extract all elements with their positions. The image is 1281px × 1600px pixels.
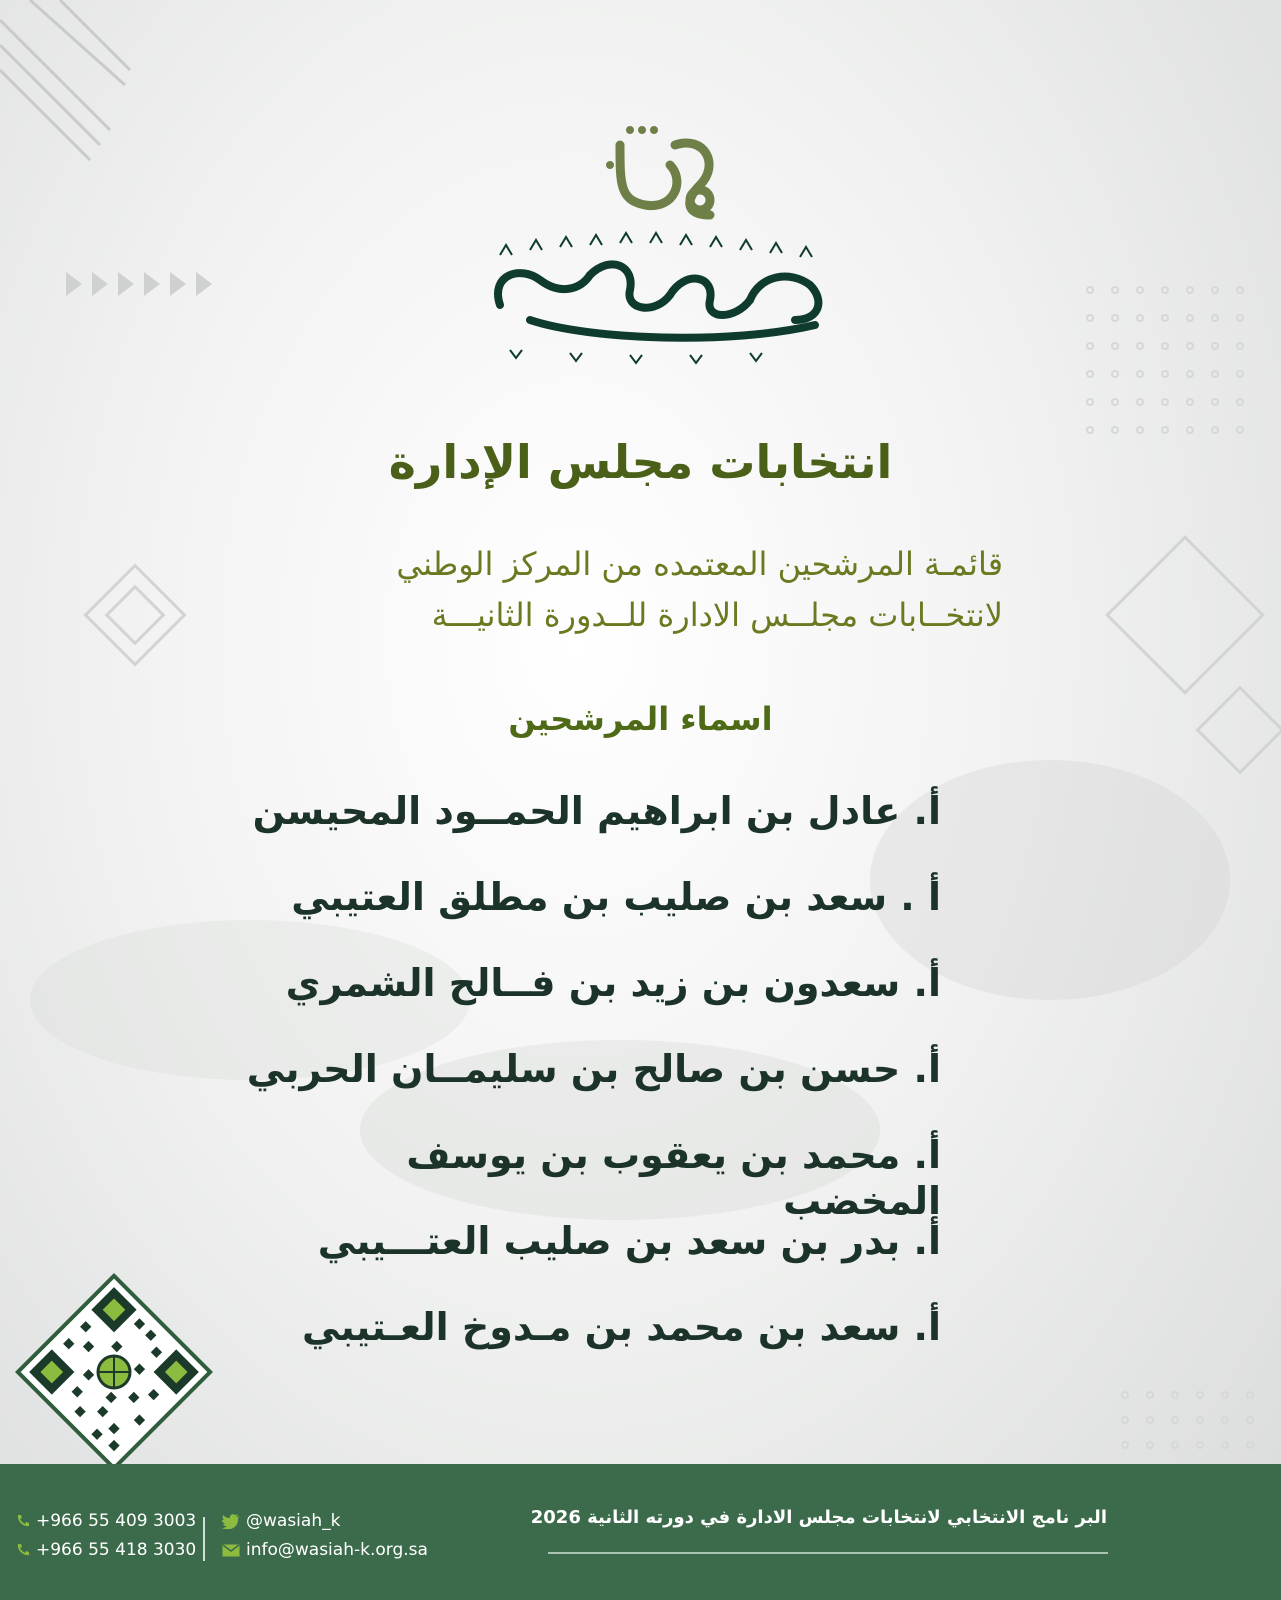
phone-number: +966 55 418 3030 bbox=[36, 1540, 197, 1560]
candidate-name: أ. محمد بن يعقوب بن يوسف المخضب bbox=[406, 1133, 941, 1223]
phone-contact-1[interactable] bbox=[16, 1511, 196, 1531]
candidate-name: أ . سعد بن صليب بن مطلق العتيبي bbox=[291, 875, 941, 919]
twitter-handle: @wasiah_k bbox=[246, 1511, 341, 1531]
wasiah-logo bbox=[470, 105, 850, 365]
phone-number: +966 55 409 3003 bbox=[36, 1511, 197, 1531]
candidate-name: أ. حسن بن صالح بن سليمــان الحربي bbox=[246, 1047, 941, 1091]
candidate-name: أ. سعدون بن زيد بن فــالح الشمري bbox=[285, 961, 941, 1005]
phone-contact-2[interactable] bbox=[16, 1540, 196, 1560]
footer-program-text: البر نامج الانتخابي لانتخابات مجلس الادارة في دورته الثانية 2026 bbox=[530, 1507, 1107, 1528]
mail-icon bbox=[222, 1544, 240, 1557]
candidates-heading: اسماء المرشحين bbox=[508, 700, 773, 738]
candidate-name: أ. سعد بن محمد بن مـدوخ العـتيبي bbox=[301, 1305, 941, 1349]
twitter-contact[interactable] bbox=[222, 1511, 340, 1531]
email-contact[interactable] bbox=[222, 1540, 428, 1560]
candidate-name: أ. بدر بن سعد بن صليب العتـــيبي bbox=[317, 1219, 941, 1263]
candidates-list bbox=[241, 788, 941, 1390]
twitter-icon bbox=[222, 1514, 240, 1529]
candidate-name: أ. عادل بن ابراهيم الحمــود المحيسن bbox=[252, 789, 941, 833]
page-title: انتخابات مجلس الإدارة bbox=[388, 435, 893, 489]
subtitle-line-2: لانتخــابات مجلــس الادارة للــدورة الثانيـــة bbox=[431, 596, 1003, 634]
footer-bar bbox=[0, 1464, 1281, 1600]
qr-code-icon[interactable] bbox=[14, 1272, 214, 1472]
footer-underline bbox=[548, 1552, 1108, 1554]
phone-icon bbox=[16, 1543, 30, 1557]
subtitle-line-1: قائمـة المرشحين المعتمده من المركز الوطني bbox=[396, 545, 1003, 583]
footer-divider bbox=[203, 1517, 205, 1561]
phone-icon bbox=[16, 1514, 30, 1528]
email-address: info@wasiah-k.org.sa bbox=[246, 1540, 428, 1560]
